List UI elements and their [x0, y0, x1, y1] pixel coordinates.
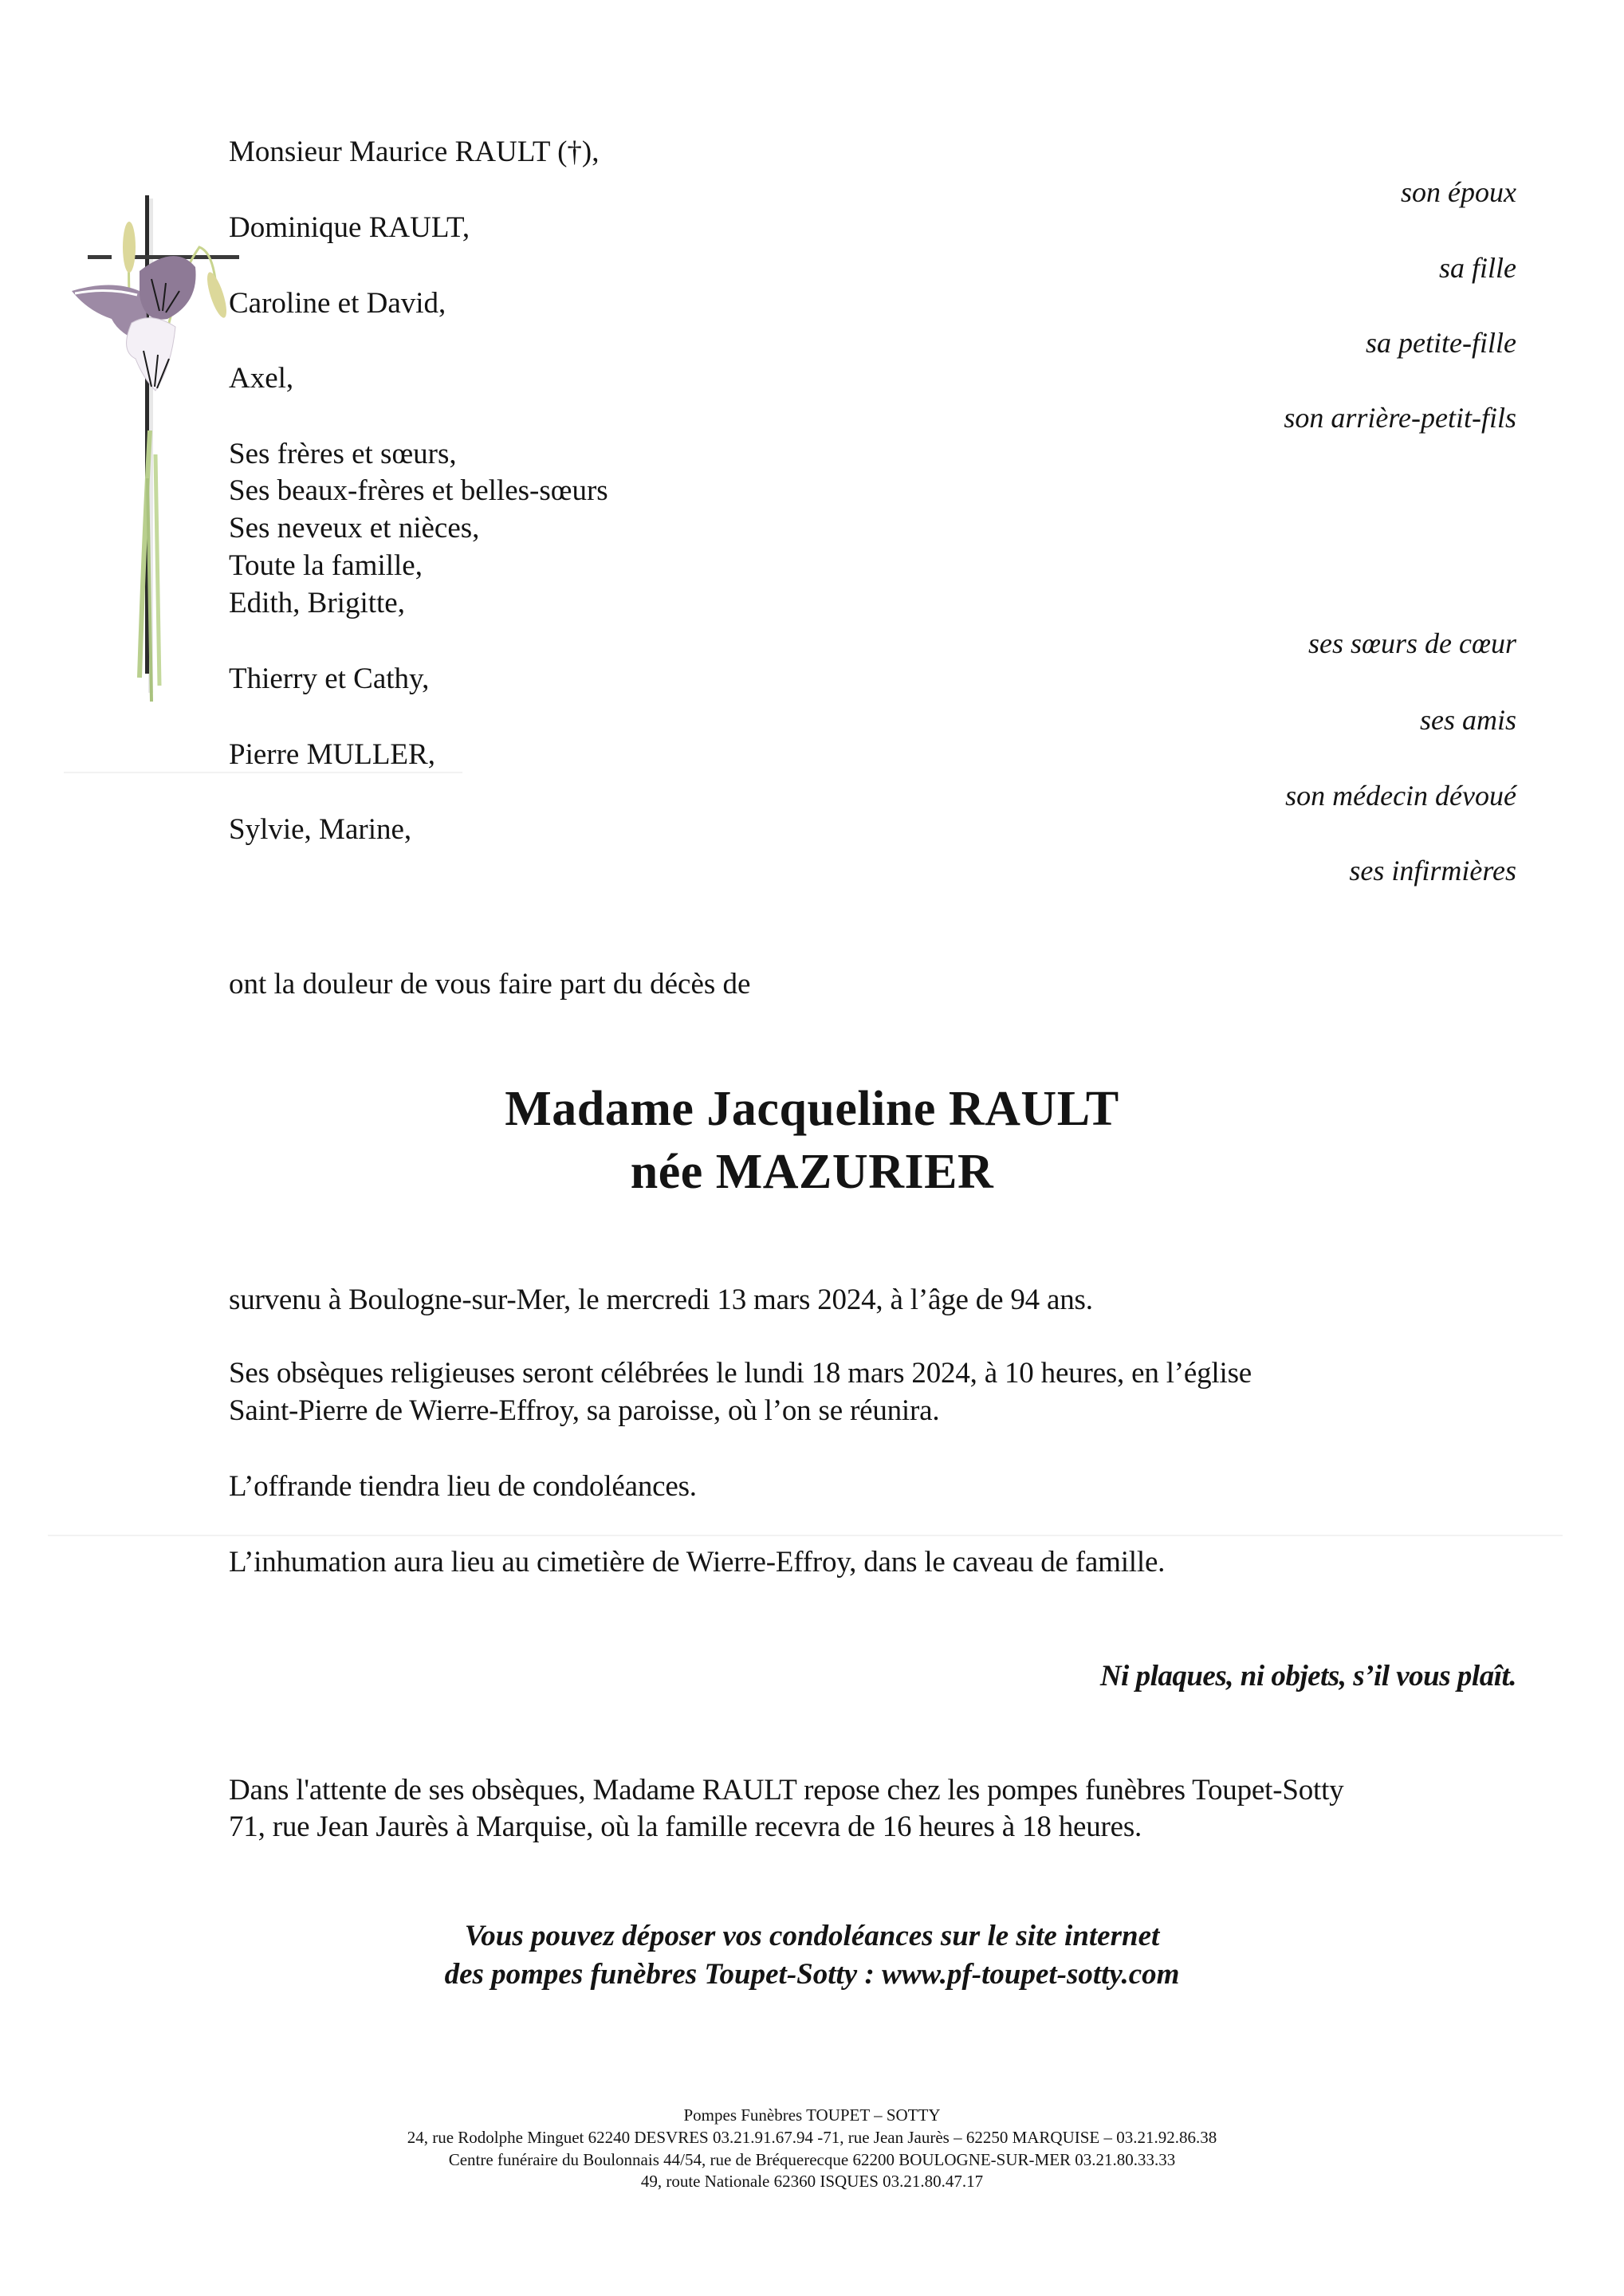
lily-icon — [72, 256, 196, 702]
footer-address-line2: Centre funéraire du Boulonnais 44/54, rue de Bréquerecque 62200 BOULOGNE-SUR-MER 03.21.80.33.33 — [448, 2150, 1176, 2169]
funeral-paragraph-line1: Ses obsèques religieuses seront célébrées le lundi 18 mars 2024, à 10 heures, en l’église — [229, 1357, 1252, 1390]
family-member: Caroline et David, — [229, 287, 446, 320]
family-member: Ses beaux-frères et belles-sœurs — [229, 474, 608, 507]
condolences-line1: Vous pouvez déposer vos condoléances sur le site internet — [464, 1920, 1160, 1952]
relationship-label: son époux — [1401, 176, 1516, 208]
relationship-label: ses infirmières — [1349, 855, 1516, 887]
family-member: Edith, Brigitte, — [229, 587, 405, 619]
relationship-label: sa fille — [1439, 252, 1516, 284]
deceased-name: Madame Jacqueline RAULT — [505, 1082, 1119, 1136]
condolences-line2[interactable]: des pompes funèbres Toupet-Sotty : www.pf-toupet-sotty.com — [444, 1958, 1180, 1991]
deceased-maiden-name: née MAZURIER — [630, 1145, 994, 1199]
burial-paragraph: L’inhumation aura lieu au cimetière de Wierre-Effroy, dans le caveau de famille. — [229, 1546, 1166, 1578]
family-member: Dominique RAULT, — [229, 211, 470, 244]
family-member: Toute la famille, — [229, 549, 423, 582]
footer-company: Pompes Funèbres TOUPET – SOTTY — [683, 2105, 941, 2125]
rest-paragraph-line1: Dans l'attente de ses obsèques, Madame RAULT repose chez les pompes funèbres Toupet-Sotty — [229, 1774, 1344, 1807]
footer-address-line1: 24, rue Rodolphe Minguet 62240 DESVRES 03.21.91.67.94 -71, rue Jean Jaurès – 62250 MARQUISE – 03.21.92.86.38 — [407, 2128, 1217, 2147]
family-member: Axel, — [229, 362, 294, 395]
family-member: Monsieur Maurice RAULT (†), — [229, 136, 600, 168]
family-member: Pierre MULLER, — [229, 738, 435, 771]
rest-paragraph-line2: 71, rue Jean Jaurès à Marquise, où la famille recevra de 16 heures à 18 heures. — [229, 1810, 1142, 1843]
family-member: Ses neveux et nièces, — [229, 512, 480, 545]
death-paragraph: survenu à Boulogne-sur-Mer, le mercredi 13 mars 2024, à l’âge de 94 ans. — [229, 1284, 1093, 1316]
scan-artifact-line — [48, 1535, 1563, 1536]
footer-address-line3: 49, route Nationale 62360 ISQUES 03.21.80.47.17 — [640, 2172, 984, 2191]
family-member: Sylvie, Marine, — [229, 813, 412, 846]
relationship-label: sa petite-fille — [1366, 327, 1516, 359]
relationship-label: son médecin dévoué — [1285, 780, 1516, 812]
funeral-paragraph-line2: Saint-Pierre de Wierre-Effroy, sa paroisse, où l’on se réunira. — [229, 1394, 940, 1427]
cross-lily-illustration — [64, 191, 239, 718]
no-plaques-notice: Ni plaques, ni objets, s’il vous plaît. — [1099, 1660, 1516, 1693]
relationship-label: ses sœurs de cœur — [1307, 627, 1516, 659]
offering-paragraph: L’offrande tiendra lieu de condoléances. — [229, 1470, 697, 1503]
announcement-text: ont la douleur de vous faire part du décès de — [229, 968, 751, 1001]
relationship-label: ses amis — [1419, 704, 1516, 736]
relationship-label: son arrière-petit-fils — [1284, 402, 1516, 434]
family-member: Thierry et Cathy, — [229, 662, 430, 695]
family-member: Ses frères et sœurs, — [229, 438, 457, 470]
